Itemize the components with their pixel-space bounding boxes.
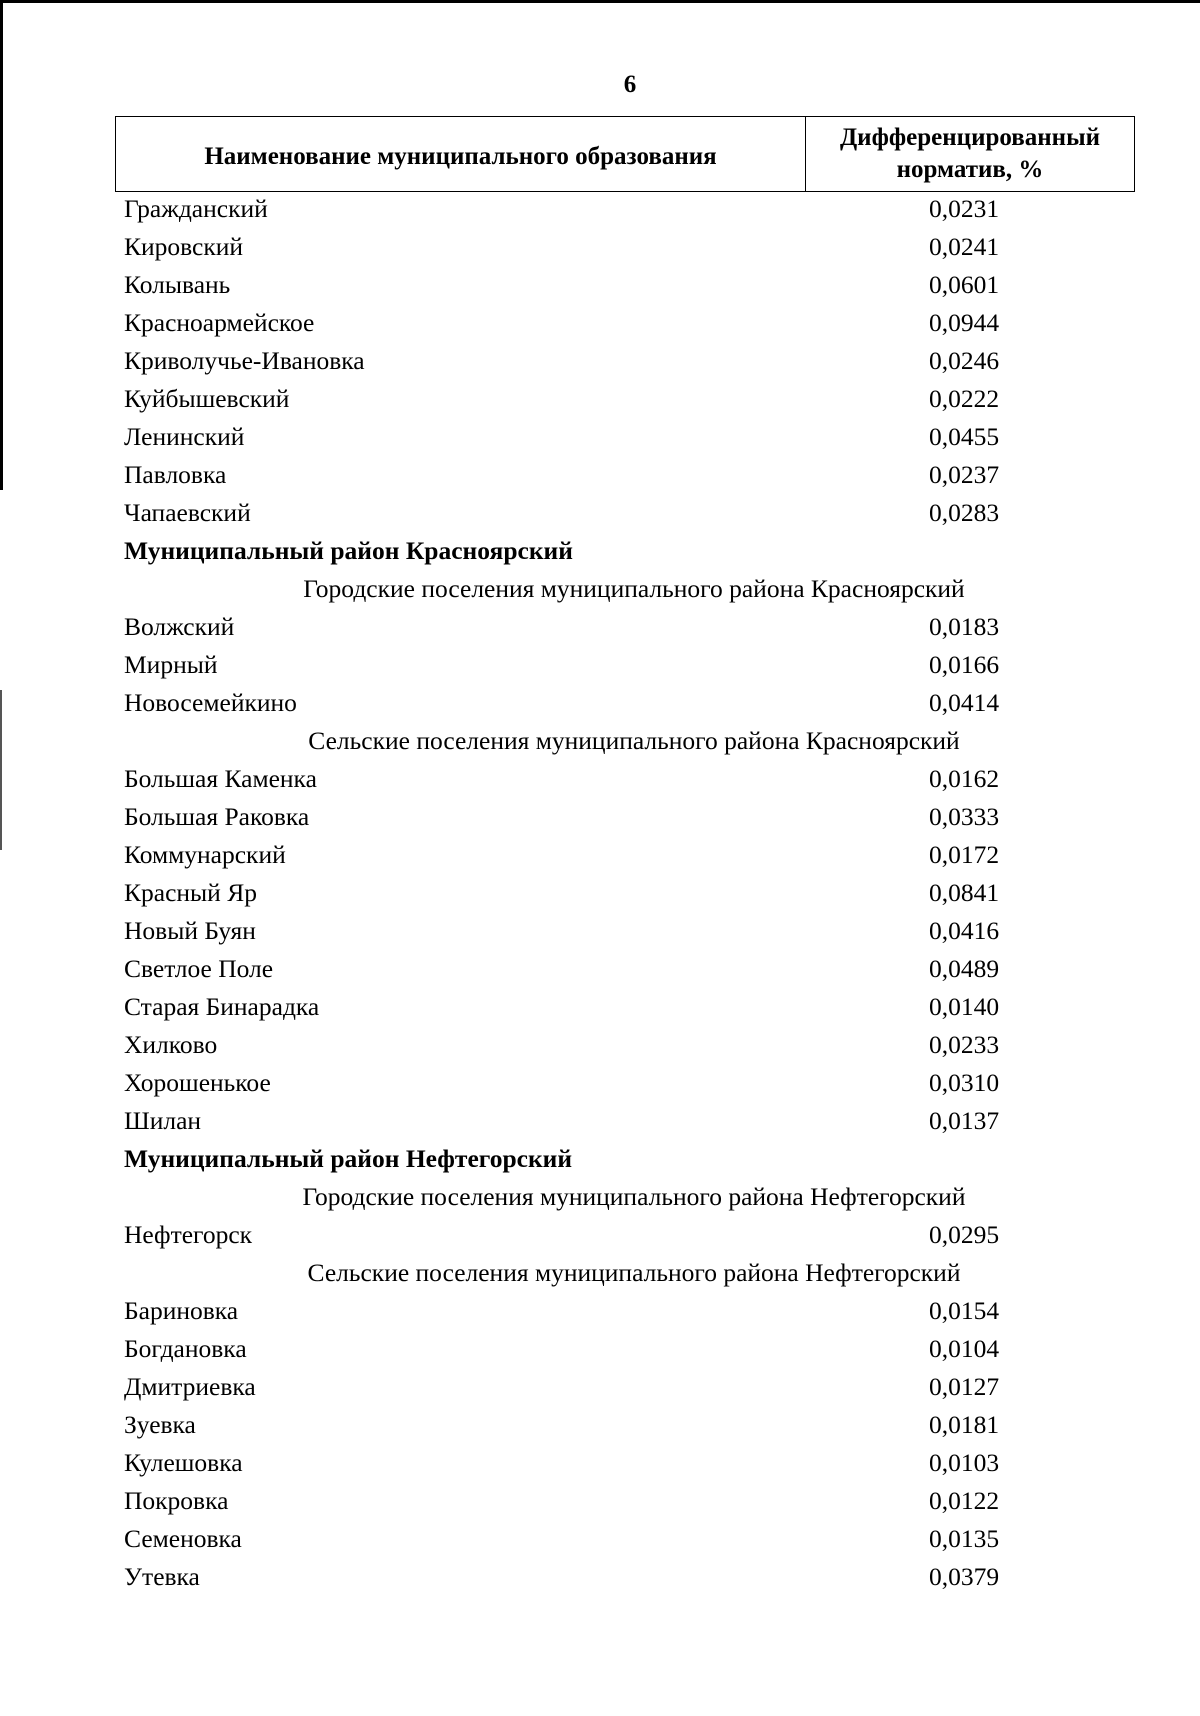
settlement-group-name: Сельские поселения муниципального района Красноярский (308, 726, 960, 755)
normative-value: 0,0183 (929, 612, 1000, 641)
municipality-name: Красноармейское (124, 308, 315, 337)
normative-value: 0,0333 (929, 802, 1000, 831)
district-heading (124, 1140, 1044, 1178)
municipality-name: Новосемейкино (124, 688, 297, 717)
settlement-group-heading (124, 570, 1044, 608)
normative-value: 0,0172 (929, 840, 1000, 869)
table-row (124, 418, 1044, 456)
district-name: Муниципальный район Нефтегорский (124, 1144, 573, 1173)
municipality-name: Красный Яр (124, 878, 257, 907)
municipality-name: Колывань (124, 270, 231, 299)
municipality-name: Хилково (124, 1030, 218, 1059)
page-number: 6 (623, 71, 637, 98)
table-row (124, 760, 1044, 798)
header-value-line-2: норматив, % (896, 156, 1044, 183)
normative-value: 0,0241 (929, 232, 1000, 261)
municipality-name: Дмитриевка (124, 1372, 256, 1401)
table-row (124, 608, 1044, 646)
municipality-name: Богдановка (124, 1334, 247, 1363)
normative-value: 0,0104 (929, 1334, 1000, 1363)
settlement-group-heading (124, 1254, 1044, 1292)
normative-value: 0,0246 (929, 346, 1000, 375)
table-row (124, 1558, 1044, 1596)
normative-value: 0,0310 (929, 1068, 1000, 1097)
table-row (124, 684, 1044, 722)
municipality-name: Кулешовка (124, 1448, 243, 1477)
normative-value: 0,0455 (929, 422, 1000, 451)
settlement-group-name: Городские поселения муниципального района Красноярский (303, 574, 965, 603)
header-name-column: Наименование муниципального образования (116, 117, 806, 191)
table-row (124, 1216, 1044, 1254)
normative-value: 0,0416 (929, 916, 1000, 945)
normative-value: 0,0379 (929, 1562, 1000, 1591)
normative-value: 0,0841 (929, 878, 1000, 907)
table-row (124, 1026, 1044, 1064)
municipality-name: Покровка (124, 1486, 229, 1515)
normative-value: 0,0154 (929, 1296, 1000, 1325)
municipality-name: Павловка (124, 460, 227, 489)
table-row (124, 228, 1044, 266)
table-row (124, 1102, 1044, 1140)
municipality-name: Кировский (124, 232, 244, 261)
table-row (124, 1330, 1044, 1368)
district-name: Муниципальный район Красноярский (124, 536, 573, 565)
table-row (124, 342, 1044, 380)
table-row (124, 1406, 1044, 1444)
normative-value: 0,0137 (929, 1106, 1000, 1135)
scan-border-top (0, 0, 1200, 3)
table-row (124, 1368, 1044, 1406)
settlement-group-name: Городские поселения муниципального района Нефтегорский (302, 1182, 966, 1211)
normative-value: 0,0601 (929, 270, 1000, 299)
municipality-name: Криволучье-Ивановка (124, 346, 365, 375)
settlement-group-name: Сельские поселения муниципального района Нефтегорский (307, 1258, 961, 1287)
normative-value: 0,0283 (929, 498, 1000, 527)
normative-value: 0,0233 (929, 1030, 1000, 1059)
municipality-name: Шилан (124, 1106, 202, 1135)
table-row (124, 1482, 1044, 1520)
normative-value: 0,0162 (929, 764, 1000, 793)
normative-value: 0,0295 (929, 1220, 1000, 1249)
table-row (124, 1064, 1044, 1102)
municipality-name: Гражданский (124, 194, 268, 223)
table-row (124, 380, 1044, 418)
municipality-name: Новый Буян (124, 916, 256, 945)
normative-value: 0,0181 (929, 1410, 1000, 1439)
district-heading (124, 532, 1044, 570)
normative-value: 0,0135 (929, 1524, 1000, 1553)
table-row (124, 456, 1044, 494)
municipality-name: Коммунарский (124, 840, 286, 869)
header-value-line-1: Дифференцированный (839, 124, 1101, 151)
municipality-name: Хорошенькое (124, 1068, 271, 1097)
table-row (124, 988, 1044, 1026)
municipality-name: Бариновка (124, 1296, 239, 1325)
municipality-name: Семеновка (124, 1524, 242, 1553)
table-row (124, 494, 1044, 532)
normative-value: 0,0944 (929, 308, 1000, 337)
table-row (124, 304, 1044, 342)
settlement-group-heading (124, 722, 1044, 760)
normative-value: 0,0237 (929, 460, 1000, 489)
normative-value: 0,0414 (929, 688, 1000, 717)
municipality-name: Старая Бинарадка (124, 992, 320, 1021)
municipality-name: Утевка (124, 1562, 200, 1591)
municipality-name: Волжский (124, 612, 235, 641)
normative-value: 0,0166 (929, 650, 1000, 679)
municipality-name: Ленинский (124, 422, 245, 451)
settlement-group-heading (124, 1178, 1044, 1216)
table-row (124, 798, 1044, 836)
table-row (124, 912, 1044, 950)
normative-value: 0,0489 (929, 954, 1000, 983)
municipality-name: Большая Каменка (124, 764, 317, 793)
table-row (124, 1292, 1044, 1330)
table-row (124, 190, 1044, 228)
municipality-name: Светлое Поле (124, 954, 274, 983)
header-value-column (806, 117, 1134, 191)
table-row (124, 266, 1044, 304)
table-row (124, 950, 1044, 988)
normative-value: 0,0127 (929, 1372, 1000, 1401)
normative-value: 0,0222 (929, 384, 1000, 413)
municipality-name: Куйбышевский (124, 384, 290, 413)
normative-value: 0,0103 (929, 1448, 1000, 1477)
table-row (124, 874, 1044, 912)
municipality-name: Чапаевский (124, 498, 251, 527)
normative-value: 0,0231 (929, 194, 1000, 223)
municipality-name: Зуевка (124, 1410, 196, 1439)
table-row (124, 1444, 1044, 1482)
municipality-name: Нефтегорск (124, 1220, 253, 1249)
table-body (124, 190, 1044, 1596)
municipality-name: Мирный (124, 650, 218, 679)
normative-value: 0,0140 (929, 992, 1000, 1021)
table-row (124, 836, 1044, 874)
table-header (115, 116, 1135, 192)
normative-value: 0,0122 (929, 1486, 1000, 1515)
scan-border-left-lower (0, 690, 2, 850)
table-row (124, 1520, 1044, 1558)
municipality-name: Большая Раковка (124, 802, 310, 831)
table-row (124, 646, 1044, 684)
